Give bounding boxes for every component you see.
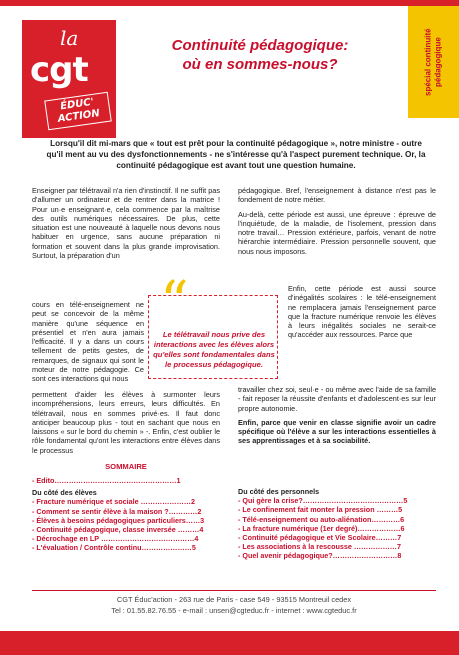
toc-item[interactable]: - L'évaluation / Contrôle continu…………………5 (32, 543, 196, 553)
special-issue-tab (408, 6, 459, 118)
right-wrapped-paragraph: Enfin, cette période est aussi source d'inégalités scolaires : le télé-enseignement ne remplacera jamais l'enseignement parce que la fracture numérique renvoie les élèves à leurs inégalités sociales ne serait-ce qu'accéder aux ressources. Parce que (288, 284, 436, 340)
intro-paragraph: Lorsqu'il dit mi-mars que « tout est prêt pour la continuité pédagogique », notre ministre - outre qu'il ment au vu des dysfonctionnements - ne s'intéresse qu'à l'aspect purement technique. Or, la continuité pédagogique est avant tout une question humaine. (46, 139, 426, 170)
pull-quote-text: Le télétravail nous prive des interactions avec les élèves alors qu'elles sont fondamentales dans le processus pédagogique. (153, 330, 275, 369)
left-wrapped-paragraph: cours en télé-enseignement ne peut se concevoir de la même manière qu'une séquence en présentiel et n'en aura jamais l'efficacité. Il y a dans un cours tellement de petits gestes, de remarques, de signaux qui sont le moteur de notre pédagogie. Ce sont ces interactions qui nous (32, 300, 144, 384)
toc-right (238, 484, 436, 561)
right-paragraph-2: Au-delà, cette période est aussi, une épreuve : épreuve de l'inquiétude, de la maladie, de l'isolement, pression dans notre travail… Pression extérieure, parfois, venant de notre hiérarchie intermédiaire. Pression personnelle souvent, que nous nous imposons. (238, 209, 436, 256)
footer-divider (32, 590, 436, 591)
sommaire-title: SOMMAIRE (105, 462, 147, 471)
toc-item[interactable]: - Continuité pédagogique et Vie Scolaire………7 (238, 533, 402, 543)
logo-educaction: ÉDUC' ACTION (44, 92, 112, 131)
right-paragraph-1: pédagogique. Bref, l'enseignement à distance n'est pas le fondement de notre métier. (238, 186, 436, 205)
left-paragraph-1: Enseigner par télétravail n'a rien d'instinctif. Il ne suffit pas d'allumer un ordinateur et de rentrer dans la matrice ! Pour un·e enseignant·e, cela commence par la maîtrise des outils numériques nécessaires. De plus, cette situation est une nouveauté à laquelle nous devons nous habituer en urgence, sans aucune préparation ni formation et souvent dans la plus grande improvisation. Surtout, la préparation d'un (32, 186, 220, 261)
toc-item[interactable]: - Les associations à la rescousse ………………7 (238, 542, 401, 552)
left-column (32, 186, 220, 265)
toc-item[interactable]: - Télé-enseignement ou auto-aliénation…………6 (238, 514, 405, 524)
special-issue-label: spécial continuité pédagogique (423, 28, 443, 96)
toc-section-eleves: Du côté des élèves (32, 488, 97, 498)
toc-item[interactable]: - Décrochage en LP …………………………………4 (32, 534, 199, 544)
cgt-educaction-logo (22, 20, 116, 138)
title-line-2: où en sommes-nous? (182, 56, 338, 73)
right-paragraph-3: travailler chez soi, seul·e - ou même avec l'aide de sa famille - fait reposer la réussite d'enfants et d'adolescent·es sur leur propre autonomie. (238, 385, 436, 413)
quote-mark-icon: “ (160, 270, 189, 335)
toc-item-edito[interactable]: - Edito……………………………………………1 (32, 476, 181, 485)
right-column (238, 186, 436, 261)
toc-left (32, 476, 220, 553)
left-paragraph-2-text: permettent d'aider les élèves à surmonter leurs incompréhensions, leurs erreurs, leurs difficultés. En télétravail, nous en sommes privé·es. Il faut donc anticiper beaucoup plus - tout en sachant que nous en laissons « sur le bord du chemin » -. Enfin, c'est oublier le rôle fondamental qu'ont les interactions entre élèves dans le processus (32, 390, 220, 455)
page-title (130, 36, 390, 74)
left-paragraph-2 (32, 390, 220, 460)
toc-item[interactable]: - Quel avenir pédagogique?………………………8 (238, 551, 402, 561)
toc-item[interactable]: - Le confinement fait monter la pression ………5 (238, 505, 403, 515)
footer-address: CGT Éduc'action - 263 rue de Paris - case 549 - 93515 Montreuil cedex (116, 595, 352, 604)
logo-la: la (60, 26, 79, 50)
title-line-1: Continuité pédagogique: (171, 37, 349, 54)
top-red-bar (0, 0, 459, 6)
toc-item[interactable]: - La fracture numérique (1er degré)………………6 (238, 523, 405, 533)
toc-item[interactable]: - Continuité pédagogique, classe inversée ………4 (32, 525, 204, 535)
right-lower-paragraphs (238, 385, 436, 451)
footer-contact: Tel : 01.55.82.76.55 - e-mail : unsen@cgteduc.fr - internet : www.cgteduc.fr (111, 606, 357, 615)
toc-item[interactable]: - Qui gère la crise?……………………………………5 (238, 496, 408, 506)
toc-item[interactable]: - Fracture numérique et sociale …………………2 (32, 497, 195, 507)
toc-item[interactable]: - Élèves à besoins pédagogiques particuliers……3 (32, 515, 205, 525)
footer (32, 594, 436, 616)
right-paragraph-4: Enfin, parce que venir en classe signifie avoir un cadre spécifique où l'élève a sur les interactions essentielles à ses apprentissages et à sa sociabilité. (238, 417, 436, 446)
toc-section-personnels: Du côté des personnels (238, 487, 320, 496)
bottom-red-bar (0, 631, 459, 655)
toc-item[interactable]: - Comment se sentir élève à la maison ?…………2 (32, 506, 202, 516)
logo-cgt: cgt (30, 50, 88, 90)
